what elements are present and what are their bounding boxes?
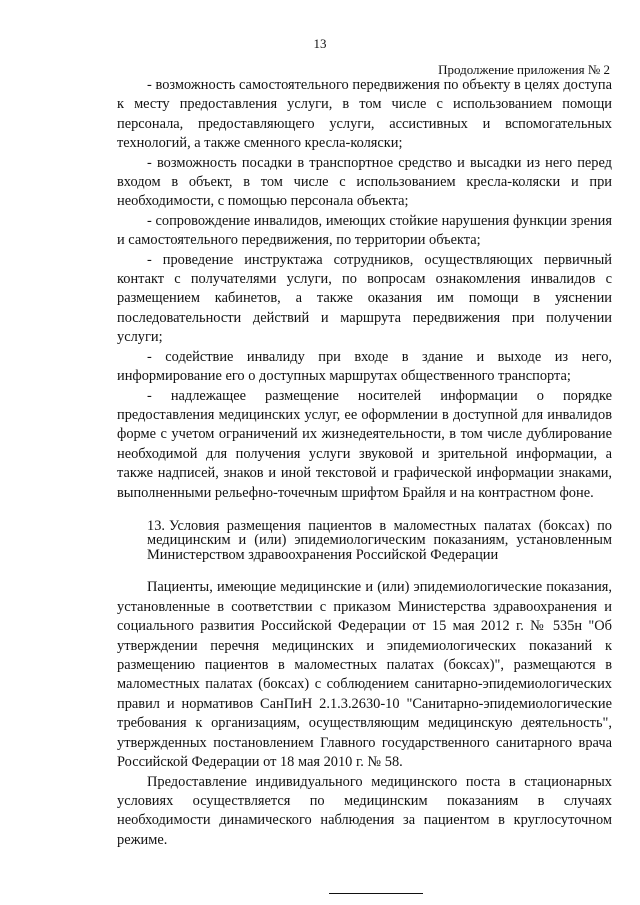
accessibility-conditions-list [117,76,612,503]
appendix-continuation-note: Продолжение приложения № 2 [438,62,610,77]
list-item: - проведение инструктажа сотрудников, осуществляющих первичный контакт с получателями услуги, по вопросам ознакомления инвалидов с размещением кабинетов, а также оказания им помощи в уяснении последовательности действий и маршрута передвижения при получении услуги; [117,251,612,346]
page-number: 13 [313,36,327,51]
list-item: - сопровождение инвалидов, имеющих стойкие нарушения функции зрения и самостоятельного передвижения, по территории объекта; [117,212,612,249]
section-number: 13. [147,517,165,534]
end-divider [329,893,423,894]
list-item: - возможность посадки в транспортное средство и высадки из него перед входом в объект, в том числе с использованием кресла-коляски и при необходимости, с помощью персонала объекта; [117,154,612,210]
document-body [117,76,612,894]
section-title: Условия размещения пациентов в маломестных палатах (боксах) по медицинским и (или) эпидемиологическим показаниям, установленным Министерством здравоохранения Российской Федерации [147,517,612,563]
list-item: - содействие инвалиду при входе в здание и выходе из него, информирование его о доступных маршрутах общественного транспорта; [117,348,612,385]
paragraph: Пациенты, имеющие медицинские и (или) эпидемиологические показания, установленные в соответствии с приказом Министерства здравоохранения и социального развития Российской Федерации от 15 мая 2012 г. № 535н "Об утверждении перечня медицинских и эпидемиологических показаний к размещению пациентов в маломестных палатах (боксах)", размещаются в маломестных палатах (боксах) с соблюдением санитарно-эпидемиологических правил и нормативов СанПиН 2.1.3.2630-10 "Санитарно-эпидемиологические требования к организациям, осуществляющим медицинскую деятельность", утвержденных постановлением Главного государственного санитарного врача Российской Федерации от 18 мая 2010 г. № 58. [117,579,612,771]
section-body [117,578,612,850]
list-item: - надлежащее размещение носителей информации о порядке предоставления медицинских услуг, ее оформлении в доступной для инвалидов форме с учетом ограничений их жизнедеятельности, в том числе дублирование необходимой для получения услуги звуковой и зрительной информации, а также надписей, знаков и иной текстовой и графической информации знаками, выполненными рельефно-точечным шрифтом Брайля и на контрастном фоне. [117,387,612,501]
paragraph: Предоставление индивидуального медицинского поста в стационарных условиях осуществляется по медицинским показаниям в случаях необходимости динамического наблюдения за пациентом в круглосуточном режиме. [117,773,612,848]
section-heading [117,519,612,563]
list-item: - возможность самостоятельного передвижения по объекту в целях доступа к месту предоставления услуги, в том числе с использованием помощи персонала, предоставляющего услуги, ассистивных и вспомогательных технологий, а также сменного кресла-коляски; [117,77,612,152]
